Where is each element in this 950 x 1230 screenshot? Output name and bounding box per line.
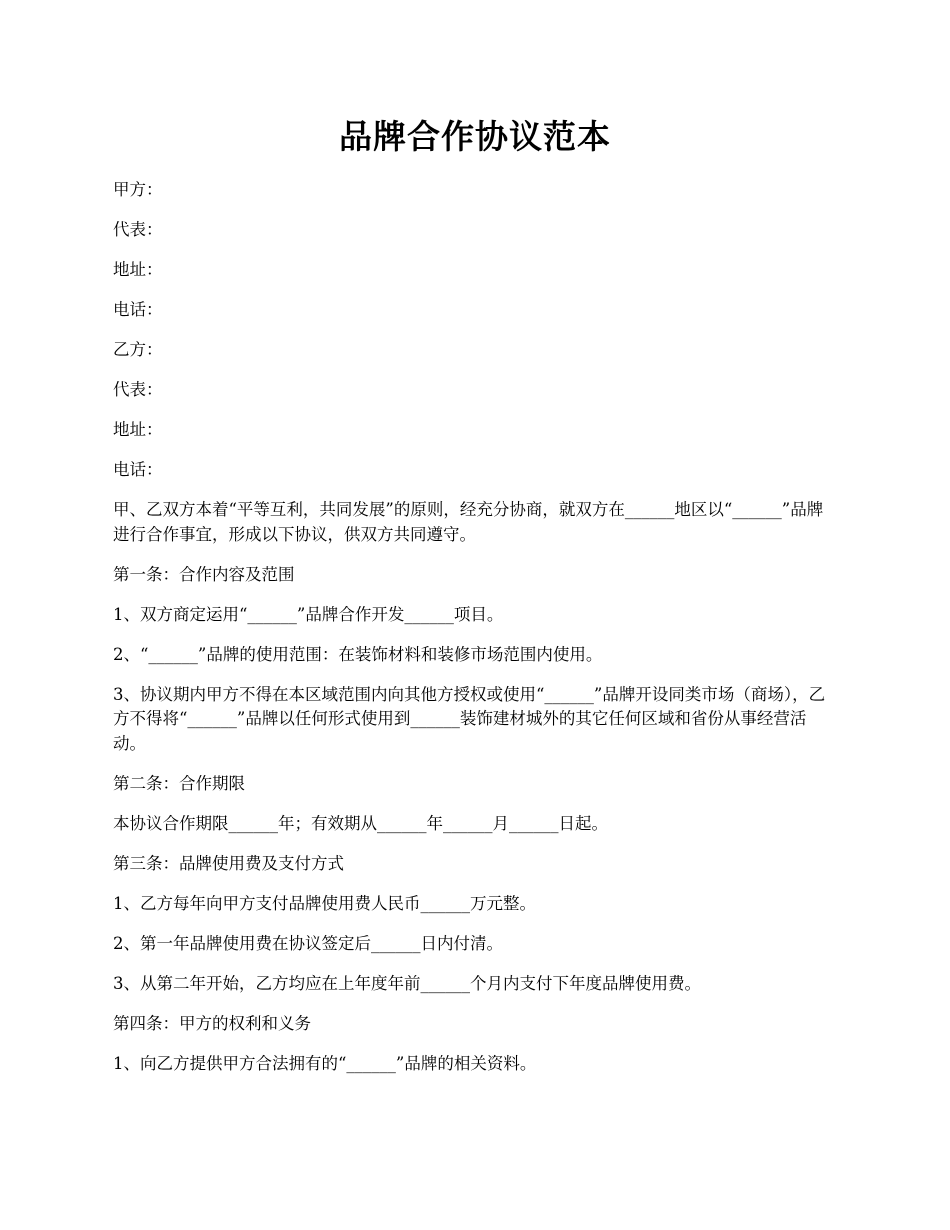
preamble-paragraph: 甲、乙双方本着“平等互利，共同发展”的原则，经充分协商，就双方在______地区以“______”品牌进行合作事宜，形成以下协议，供双方共同遵守。 (113, 500, 824, 544)
article-4-heading: 第四条：甲方的权利和义务 (113, 1013, 311, 1033)
party-b-address: 地址： (113, 420, 163, 439)
article-1-clause-2: 2、“______”品牌的使用范围：在装饰材料和装修市场范围内使用。 (113, 644, 603, 664)
article-2-clause: 本协议合作期限______年；有效期从______年______月______日起。 (113, 813, 608, 833)
article-1-heading: 第一条：合作内容及范围 (113, 564, 295, 584)
party-a-label: 甲方： (113, 180, 163, 199)
article-2-heading: 第二条：合作期限 (113, 773, 245, 793)
document-title: 品牌合作协议范本 (339, 117, 611, 156)
article-1-clause-3: 3、协议期内甲方不得在本区域范围内向其他方授权或使用“______”品牌开设同类市场（商场），乙方不得将“______”品牌以任何形式使用到______装饰建材城外的其它任何区域和省份从事经营活动。 (113, 684, 826, 753)
party-a-phone: 电话： (113, 300, 163, 319)
article-3-heading: 第三条：品牌使用费及支付方式 (113, 853, 344, 873)
article-3-clause-3: 3、从第二年开始，乙方均应在上年度年前______个月内支付下年度品牌使用费。 (113, 973, 701, 993)
article-1-clause-1: 1、双方商定运用“______”品牌合作开发______项目。 (113, 604, 504, 624)
article-4-clause-1: 1、向乙方提供甲方合法拥有的“______”品牌的相关资料。 (113, 1053, 537, 1073)
document-body (113, 178, 833, 1092)
party-b-representative: 代表： (113, 380, 163, 399)
article-3-clause-1: 1、乙方每年向甲方支付品牌使用费人民币______万元整。 (113, 893, 536, 913)
party-a-representative: 代表： (113, 220, 163, 239)
party-b-label: 乙方： (113, 340, 163, 359)
party-a-address: 地址： (113, 260, 163, 279)
article-3-clause-2: 2、第一年品牌使用费在协议签定后______日内付清。 (113, 933, 503, 953)
party-b-phone: 电话： (113, 460, 163, 479)
